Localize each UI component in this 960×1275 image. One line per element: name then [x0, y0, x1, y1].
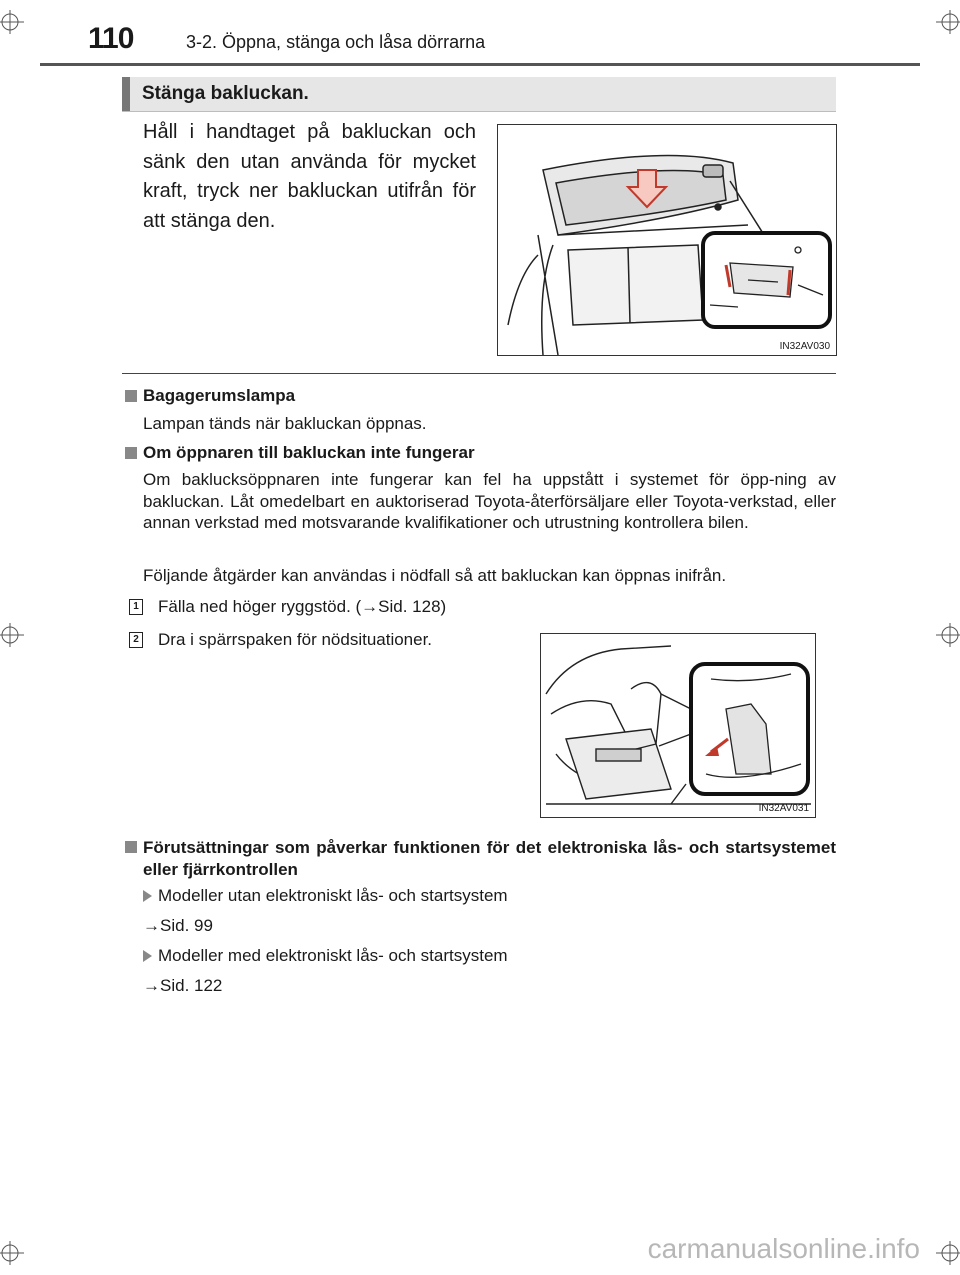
conditions-heading: Förutsättningar som påverkar funktionen för det elektroniska lås- och startsystemet eller fjärrkontrollen — [125, 837, 836, 881]
header-divider — [40, 63, 920, 66]
chapter-title: 3-2. Öppna, stänga och låsa dörrarna — [186, 32, 486, 52]
section-heading-bar — [122, 77, 836, 112]
page-number: 110 — [88, 22, 134, 55]
triangle-bullet-icon — [143, 890, 152, 902]
page-reference-2: →Sid. 122 — [143, 976, 223, 995]
intro-text: Håll i handtaget på bakluckan och sänk den utan använda för mycket kraft, tryck ner bakluckan utifrån för att stänga den. — [143, 121, 476, 232]
step-2: Dra i spärrspaken för nödsituationer. — [158, 630, 433, 649]
section-accent — [122, 77, 130, 111]
section-divider — [122, 373, 836, 374]
lamp-text: Lampan tänds när bakluckan öppnas. — [143, 414, 427, 433]
step-2-number: 2 — [129, 632, 143, 648]
lamp-heading: Bagagerumslampa — [125, 386, 295, 406]
emergency-lever-illustration — [540, 633, 816, 818]
trunk-lid-illustration — [497, 124, 837, 356]
section-title: Stänga bakluckan. — [142, 83, 309, 104]
figure-code: IN32AV030 — [779, 341, 830, 352]
emergency-lever-drawing — [541, 634, 815, 817]
bullet-square — [125, 841, 137, 853]
step-1: Fälla ned höger ryggstöd. (→Sid. 128) — [158, 597, 447, 616]
model-item-2: Modeller med elektroniskt lås- och startsystem — [143, 946, 508, 966]
bullet-square — [125, 390, 137, 402]
model-item-1: Modeller utan elektroniskt lås- och startsystem — [143, 886, 508, 906]
opener-text: Om baklucksöppnaren inte fungerar kan fel ha uppstått i systemet för öpp-ning av bakluckan. Låt omedelbart en auktoriserad Toyota-återförsäljare eller Toyota-verkstad, eller annan verkstad med motsvarande kvalifikationer och utrustning kontrollera bilen. — [143, 470, 836, 532]
trunk-lid-drawing — [498, 125, 836, 355]
triangle-bullet-icon — [143, 950, 152, 962]
footer-watermark: carmanualsonline.info — [647, 1233, 920, 1264]
opener-heading: Om öppnaren till bakluckan inte fungerar — [125, 443, 475, 463]
page-reference-1: →Sid. 99 — [143, 916, 213, 935]
bullet-square — [125, 447, 137, 459]
step-1-number: 1 — [129, 599, 143, 615]
opener-text-2: Följande åtgärder kan användas i nödfall så att bakluckan kan öppnas inifrån. — [143, 566, 727, 585]
figure-code: IN32AV031 — [758, 803, 809, 814]
